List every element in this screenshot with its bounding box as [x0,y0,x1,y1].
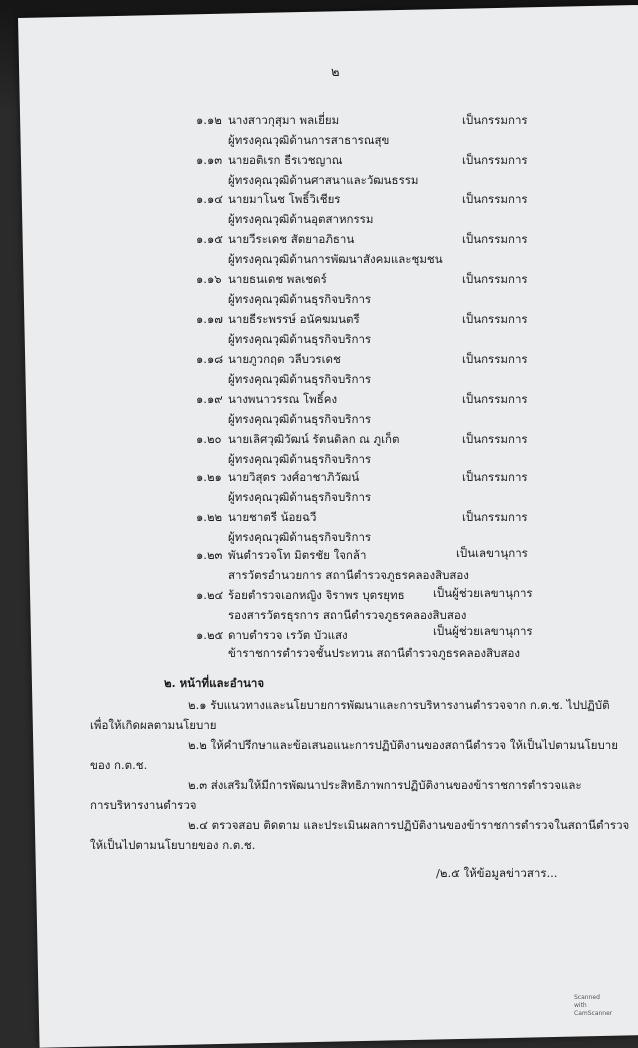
scanner-badge-line1: Scanned with [574,994,600,1009]
member-description: ผู้ทรงคุณวุฒิด้านธุรกิจบริการ [228,372,372,386]
member-name: นายธนเดช พลเชดร์ [228,272,327,286]
member-description: ผู้ทรงคุณวุฒิด้านธุรกิจบริการ [228,332,372,346]
member-name: นายวีระเดช สัตยาอภิธาน [228,232,355,246]
member-description: ผู้ทรงคุณวุฒิด้านอุตสาหกรรม [228,212,374,226]
member-number: ๑.๑๖ [196,272,222,286]
member-description: ผู้ทรงคุณวุฒิด้านธุรกิจบริการ [228,530,372,544]
member-role: เป็นกรรมการ [462,192,528,206]
member-role: เป็นกรรมการ [462,510,528,524]
member-name: นายอติเรก ธีรเวชญาณ [228,153,343,167]
member-number: ๑.๑๘ [196,352,224,366]
member-name: ร้อยตำรวจเอกหญิง จิราพร บุตรยุทธ [228,588,405,602]
member-number: ๑.๒๑ [196,470,222,484]
section-heading: ๒. หน้าที่และอำนาจ [164,676,265,690]
member-name: นางสาวกุสุมา พลเยี่ยม [228,113,340,127]
member-description: ผู้ทรงคุณวุฒิด้านการสาธารณสุข [228,133,390,147]
scanner-badge [574,994,614,1016]
member-role: เป็นผู้ช่วยเลขานุการ [433,586,533,600]
member-number: ๑.๒๐ [196,432,222,446]
member-name: นายภูวกฤต วลีบวรเดช [228,352,341,366]
member-number: ๑.๑๓ [196,153,223,167]
duty-item-continuation: ของ ก.ต.ช. [90,758,148,772]
member-description: ผู้ทรงคุณวุฒิด้านธุรกิจบริการ [228,292,372,306]
member-role: เป็นกรรมการ [462,312,528,326]
duty-item-line: ๒.๒ ให้คำปรึกษาและข้อเสนอแนะการปฏิบัติงานของสถานีตำรวจ ให้เป็นไปตามนโยบาย [188,738,618,752]
scanner-badge-line2: CamScanner [574,1010,613,1017]
member-role: เป็นผู้ช่วยเลขานุการ [433,624,533,638]
member-role: เป็นกรรมการ [462,392,528,406]
member-name: นายวิสุตร วงศ์อาชาภิวัฒน์ [228,470,360,484]
member-role: เป็นกรรมการ [462,470,528,484]
member-name: นายมาโนช โพธิ์วิเชียร [228,192,341,206]
member-description: ข้าราชการตำรวจชั้นประทวน สถานีตำรวจภูธรคลองสิบสอง [228,646,521,660]
continuation-note: /๒.๕ ให้ข้อมูลข่าวสาร... [436,866,558,880]
member-role: เป็นกรรมการ [462,352,528,366]
member-role: เป็นกรรมการ [462,153,528,167]
member-description: ผู้ทรงคุณวุฒิด้านธุรกิจบริการ [228,452,372,466]
duty-item-line: ๒.๓ ส่งเสริมให้มีการพัฒนาประสิทธิภาพการปฏิบัติงานของข้าราชการตำรวจและ [188,778,582,792]
member-name: ดาบตำรวจ เรวัต บัวแสง [228,628,348,642]
duty-item-continuation: การบริหารงานตำรวจ [90,798,197,812]
member-name: พันตำรวจโท มิตรชัย ใจกล้า [228,548,367,562]
member-name: นายชาตรี น้อยฉวี [228,510,317,524]
member-number: ๑.๒๔ [196,588,224,602]
member-description: ผู้ทรงคุณวุฒิด้านธุรกิจบริการ [228,412,372,426]
duty-item-continuation: ให้เป็นไปตามนโยบายของ ก.ต.ช. [90,838,256,852]
member-number: ๑.๑๗ [196,312,223,326]
member-role: เป็นกรรมการ [462,113,528,127]
member-role: เป็นกรรมการ [462,232,528,246]
member-description: ผู้ทรงคุณวุฒิด้านธุรกิจบริการ [228,490,372,504]
member-number: ๑.๒๒ [196,510,223,524]
member-name: นายเลิศวุฒิวัฒน์ รัตนดิลก ณ ภูเก็ต [228,432,400,446]
member-role: เป็นกรรมการ [462,272,528,286]
member-role: เป็นกรรมการ [462,432,528,446]
member-role: เป็นเลขานุการ [456,546,528,560]
member-description: ผู้ทรงคุณวุฒิด้านศาสนาและวัฒนธรรม [228,173,419,187]
duty-item-line: ๒.๑ รับแนวทางและนโยบายการพัฒนาและการบริหารงานตำรวจจาก ก.ต.ช. ไปปฏิบัติ [188,698,610,712]
member-number: ๑.๑๙ [196,392,223,406]
page-number: ๒ [331,65,340,80]
member-number: ๑.๒๓ [196,548,223,562]
member-description: ผู้ทรงคุณวุฒิด้านการพัฒนาสังคมและชุมชน [228,252,443,266]
member-number: ๑.๑๕ [196,232,223,246]
duty-item-continuation: เพื่อให้เกิดผลตามนโยบาย [90,718,217,732]
member-number: ๑.๒๕ [196,628,224,642]
member-description: รองสารวัตรธุรการ สถานีตำรวจภูธรคลองสิบสอง [228,608,467,622]
member-name: นางพนาวรรณ โพธิ์คง [228,392,338,406]
duty-item-line: ๒.๔ ตรวจสอบ ติดตาม และประเมินผลการปฏิบัติงานของข้าราชการตำรวจในสถานีตำรวจ [188,818,630,832]
member-number: ๑.๑๔ [196,192,223,206]
member-name: นายธีระพรรษ์ อนัคฆมนตรี [228,312,360,326]
member-description: สารวัตรอำนวยการ สถานีตำรวจภูธรคลองสิบสอง [228,568,469,582]
member-number: ๑.๑๒ [196,113,222,127]
